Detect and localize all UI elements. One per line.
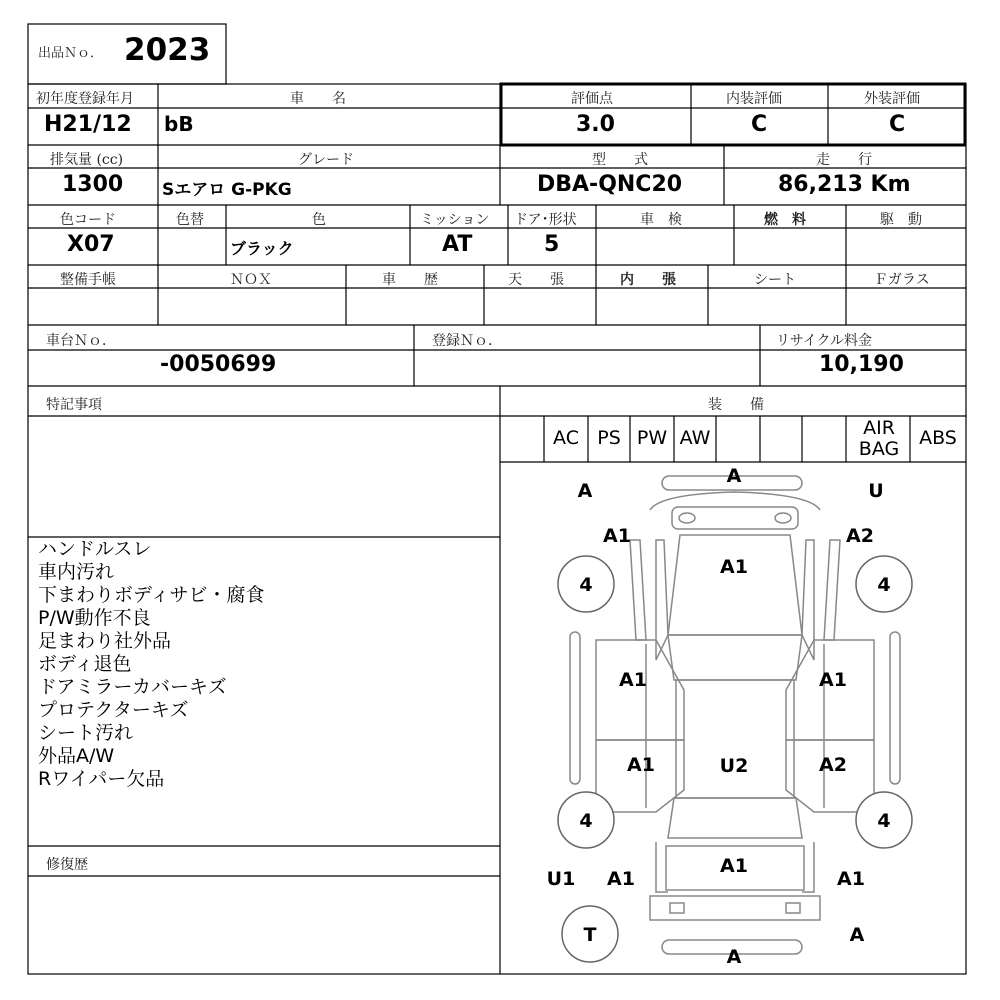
damage-left-rear-quarter: A1 bbox=[607, 868, 635, 890]
remark-line: シート汚れ bbox=[38, 722, 134, 744]
exterior-grade-label: 外装評価 bbox=[864, 91, 920, 107]
remark-line: ハンドルスレ bbox=[38, 538, 152, 560]
color-code: X07 bbox=[67, 232, 115, 257]
transmission: AT bbox=[442, 232, 473, 257]
equipment-aw: AW bbox=[679, 427, 711, 449]
damage-right-rear-door: A2 bbox=[819, 754, 847, 776]
grade-label: グレード bbox=[298, 152, 354, 168]
damage-front-right: U bbox=[868, 480, 884, 502]
evaluation-score: 3.0 bbox=[576, 112, 615, 137]
damage-front-bumper: A bbox=[726, 465, 742, 487]
remark-line: Rワイパー欠品 bbox=[38, 768, 165, 790]
mileage-label: 走 行 bbox=[816, 152, 872, 168]
interior-grade-label: 内装評価 bbox=[726, 91, 782, 107]
first-registration-label: 初年度登録年月 bbox=[36, 91, 134, 107]
equipment-abs: ABS bbox=[919, 427, 957, 449]
damage-hood: A1 bbox=[720, 556, 748, 578]
first-registration: H21/12 bbox=[44, 112, 132, 137]
interior-grade: C bbox=[751, 112, 768, 137]
damage-trunk: A1 bbox=[720, 855, 748, 877]
equipment-airbag: AIR BAG bbox=[858, 417, 900, 460]
remark-line: P/W動作不良 bbox=[38, 607, 151, 629]
damage-rear-right: A bbox=[849, 924, 865, 946]
color: ブラック bbox=[230, 239, 294, 258]
remark-line: プロテクターキズ bbox=[38, 699, 189, 721]
displacement: 1300 bbox=[62, 172, 124, 197]
equipment-ac: AC bbox=[553, 427, 579, 449]
equipment-pw: PW bbox=[636, 427, 668, 449]
car-name-label: 車 名 bbox=[290, 91, 346, 107]
displacement-label: 排気量 (cc) bbox=[50, 152, 124, 168]
doors-label: ドア･形状 bbox=[514, 212, 577, 228]
damage-right-rear-quarter: A1 bbox=[837, 868, 865, 890]
seat-label: シート bbox=[754, 272, 796, 288]
color-code-label: 色コード bbox=[60, 212, 116, 228]
chassis-number: -0050699 bbox=[160, 352, 277, 377]
nox-label: ＮＯＸ bbox=[230, 272, 272, 288]
maintenance-record-label: 整備手帳 bbox=[60, 272, 116, 288]
model-code: DBA-QNC20 bbox=[537, 172, 683, 197]
damage-roof: U2 bbox=[719, 755, 749, 777]
vehicle-history-label: 車 歴 bbox=[382, 272, 438, 288]
recycle-fee-label: リサイクル料金 bbox=[776, 333, 873, 349]
damage-right-front-door: A1 bbox=[819, 669, 847, 691]
damage-left-rear-door: A1 bbox=[627, 754, 655, 776]
damage-front-left: A bbox=[577, 480, 593, 502]
tire-rear-right: 4 bbox=[877, 810, 891, 832]
damage-left-rear-quarter-outer: U1 bbox=[546, 868, 576, 890]
damage-rear-bumper: A bbox=[726, 946, 742, 968]
chassis-number-label: 車台Ｎｏ． bbox=[46, 333, 116, 349]
lot-number-label: 出品Ｎｏ． bbox=[38, 46, 104, 61]
drive-label: 駆 動 bbox=[880, 212, 922, 228]
damage-right-fender: A2 bbox=[846, 525, 874, 547]
tire-rear-left: 4 bbox=[579, 810, 593, 832]
fuel-label: 燃 料 bbox=[764, 212, 806, 228]
remark-line: 外品A/W bbox=[38, 745, 115, 767]
equipment-label: 装 備 bbox=[708, 397, 764, 413]
remark-line: 車内汚れ bbox=[38, 561, 115, 583]
remarks-label: 特記事項 bbox=[46, 397, 102, 413]
inspection-label: 車 検 bbox=[640, 212, 682, 228]
recycle-fee: 10,190 bbox=[819, 352, 904, 377]
interior-trim-label: 内 張 bbox=[620, 272, 676, 288]
equipment-ps: PS bbox=[597, 427, 621, 449]
remark-line: 下まわりボディサビ・腐食 bbox=[38, 584, 265, 606]
model-code-label: 型 式 bbox=[592, 152, 648, 168]
doors: 5 bbox=[544, 232, 560, 257]
car-name: bB bbox=[164, 112, 194, 136]
registration-number-label: 登録Ｎｏ． bbox=[432, 333, 502, 349]
front-glass-label: Ｆガラス bbox=[874, 272, 930, 288]
color-label: 色 bbox=[312, 212, 326, 228]
remark-line: 足まわり社外品 bbox=[38, 630, 172, 652]
tire-front-left: 4 bbox=[579, 574, 593, 596]
lot-number: 2023 bbox=[124, 32, 211, 68]
remark-line: ドアミラーカバーキズ bbox=[38, 676, 227, 698]
ceiling-label: 天 張 bbox=[508, 272, 564, 288]
repaint-label: 色替 bbox=[176, 212, 204, 228]
mileage: 86,213 Km bbox=[778, 172, 911, 197]
exterior-grade: C bbox=[889, 112, 906, 137]
damage-left-fender: A1 bbox=[603, 525, 631, 547]
remark-line: ボディ退色 bbox=[38, 653, 132, 675]
score-label: 評価点 bbox=[571, 91, 613, 107]
transmission-label: ミッション bbox=[420, 212, 490, 228]
grade: Sエアロ G-PKG bbox=[162, 180, 292, 200]
repair-history-label: 修復歴 bbox=[46, 857, 88, 873]
damage-left-front-door: A1 bbox=[619, 669, 647, 691]
tire-front-right: 4 bbox=[877, 574, 891, 596]
spare-tire: T bbox=[583, 924, 597, 946]
